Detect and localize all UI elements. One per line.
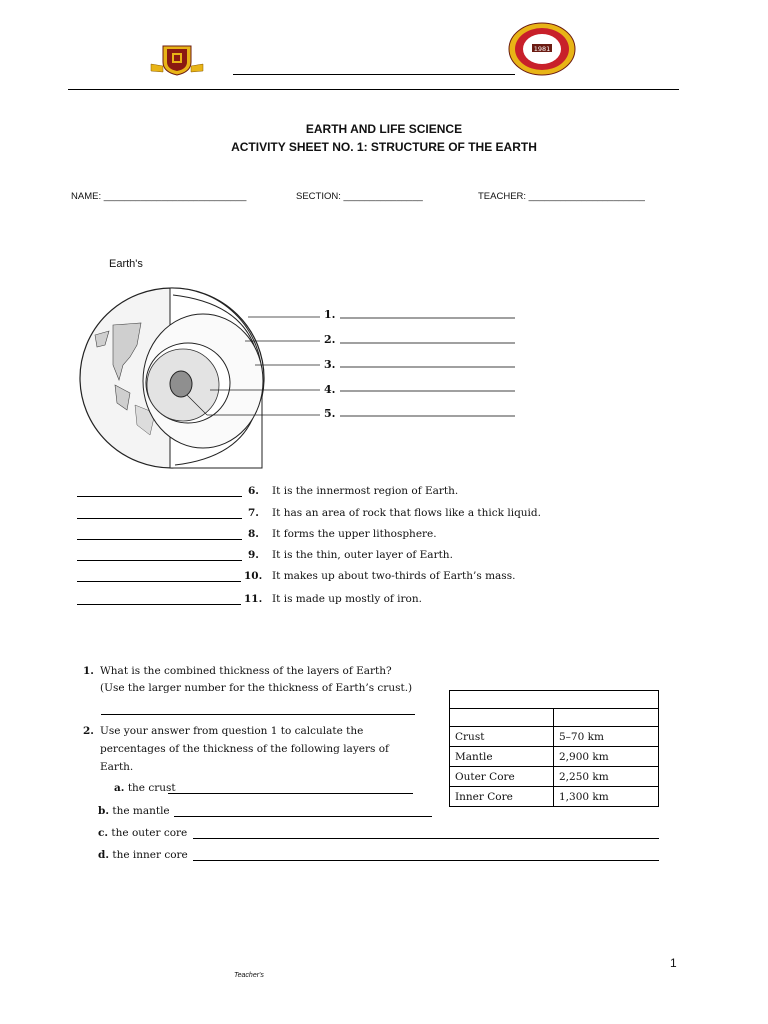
answer-line-11[interactable] [77,604,241,605]
section-field[interactable]: SECTION: _______________ [296,191,423,202]
item-number: 8. [248,528,259,540]
layer-cell: Outer Core [450,767,554,787]
sub-question-d [98,846,188,864]
table-row [450,727,659,747]
matching-item-7 [248,507,568,523]
sub-text: the inner core [112,849,188,861]
diagram-caption: Earth's [109,258,143,270]
layer-cell: Mantle [450,747,554,767]
table-blank-row [450,709,659,727]
sub-answer-line-d[interactable] [193,860,659,861]
table-row [450,787,659,807]
sub-letter: b. [98,805,109,817]
left-logo [149,44,205,76]
header-signature-line [233,74,515,75]
thickness-cell: 1,300 km [554,787,659,807]
sub-question-c [98,824,187,842]
earth-diagram [75,285,525,475]
answer-line-8[interactable] [77,539,242,540]
question-2-line-3: Earth. [100,761,134,773]
answer-line-6[interactable] [77,496,242,497]
thickness-cell: 5–70 km [554,727,659,747]
question-1-line-1: What is the combined thickness of the layers of Earth? [100,665,392,677]
sub-answer-line-a[interactable] [168,793,413,794]
item-number: 7. [248,507,259,519]
matching-item-6 [248,485,568,501]
matching-item-11 [244,593,564,609]
sub-letter: d. [98,849,109,861]
diagram-label-4: 4. [324,383,336,396]
sub-answer-line-b[interactable] [174,816,432,817]
title-line-1: EARTH AND LIFE SCIENCE [305,122,463,136]
item-text: It is made up mostly of iron. [272,593,422,605]
question-2-line-2: percentages of the thickness of the following layers of [100,743,389,755]
logo-year: 1981 [533,45,551,53]
sub-letter: a. [114,782,125,794]
question-1-answer-line[interactable] [101,714,415,715]
sub-question-a [114,779,176,797]
table-row [450,767,659,787]
matching-item-10 [244,570,564,586]
layer-cell: Crust [450,727,554,747]
right-logo [508,22,576,76]
item-number: 11. [244,593,263,605]
layer-cell: Inner Core [450,787,554,807]
footer-teacher-note: Teacher's [234,972,264,979]
question-1-line-2: (Use the larger number for the thickness of Earth’s crust.) [100,682,413,694]
sub-text: the outer core [111,827,188,839]
answer-line-10[interactable] [77,581,241,582]
diagram-label-5: 5. [324,407,336,420]
table-header-row [450,691,659,709]
sub-text: the mantle [112,805,170,817]
thickness-cell: 2,250 km [554,767,659,787]
name-field[interactable]: NAME: ___________________________ [71,191,247,202]
teacher-field[interactable]: TEACHER: ______________________ [478,191,645,202]
diagram-label-1: 1. [324,308,336,321]
question-1-number: 1. [83,665,94,677]
sub-letter: c. [98,827,109,839]
item-text: It has an area of rock that flows like a thick liquid. [272,507,541,519]
question-2-number: 2. [83,725,94,737]
sub-question-b [98,802,170,820]
answer-line-7[interactable] [77,518,242,519]
thickness-cell: 2,900 km [554,747,659,767]
item-text: It forms the upper lithosphere. [272,528,437,540]
title-line-2: ACTIVITY SHEET NO. 1: STRUCTURE OF THE EARTH [231,140,537,154]
item-number: 9. [248,549,259,561]
diagram-label-2: 2. [324,333,336,346]
question-2-line-1: Use your answer from question 1 to calculate the [100,725,364,737]
item-number: 10. [244,570,263,582]
sub-answer-line-c[interactable] [193,838,659,839]
page-number: 1 [670,956,677,970]
item-text: It is the innermost region of Earth. [272,485,459,497]
item-text: It makes up about two-thirds of Earth’s mass. [272,570,516,582]
diagram-label-3: 3. [324,358,336,371]
sub-text: the crust [127,782,176,794]
item-text: It is the thin, outer layer of Earth. [272,549,453,561]
answer-line-9[interactable] [77,560,242,561]
matching-item-9 [248,549,568,565]
layer-thickness-table [449,690,659,807]
matching-item-8 [248,528,568,544]
header-divider [68,89,679,90]
table-row [450,747,659,767]
item-number: 6. [248,485,259,497]
